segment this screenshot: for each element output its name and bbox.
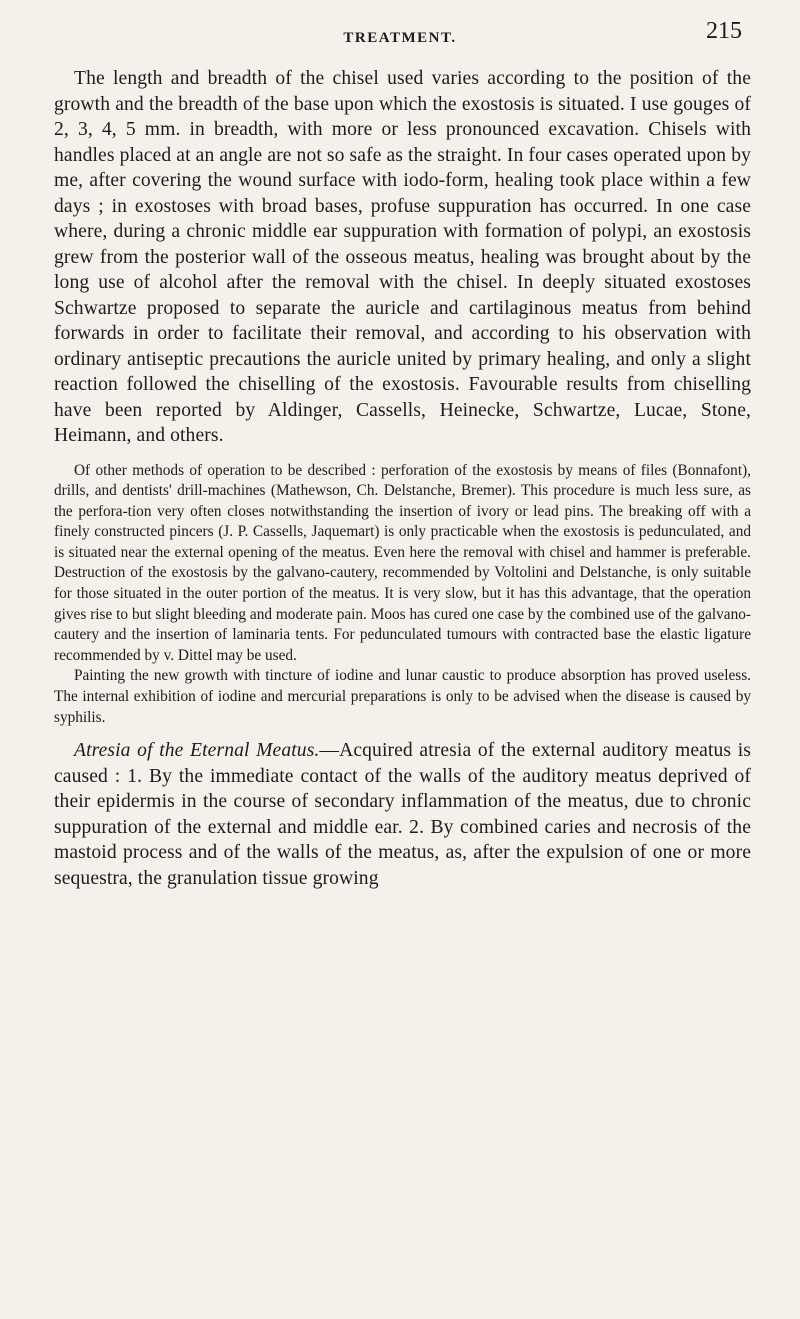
paragraph-atresia (54, 738, 751, 891)
body-text (54, 66, 751, 891)
page-header (0, 10, 800, 50)
paragraph-painting-iodine: Painting the new growth with tincture of iodine and lunar caustic to produce absorption has proved useless. The internal exhibition of iodine and mercurial preparations is only to be advised when the disease is caused by syphilis. (54, 667, 751, 726)
section-title-atresia: Atresia of the Eternal Meatus. (74, 740, 320, 762)
paragraph-other-methods: Of other methods of operation to be described : perforation of the exostosis by means of files (Bonnafont), drills, and dentists' drill-machines (Mathewson, Ch. Delstanche, Bremer). This procedure is much less sure, as the perfora-tion very often closes notwithstanding the insertion of ivory or lead pins. The breaking off with a finely constructed pincers (J. P. Cassells, Jaquemart) is only practicable when the exostosis is pedunculated, and is situated near the external opening of the meatus. Even here the removal with chisel and hammer is preferable. Destruction of the exostosis by the galvano-cautery, recommended by Voltolini and Delstanche, is only suitable for those situated in the outer portion of the meatus. It is very slow, but it has this advantage, that the operation gives rise to but slight bleeding and moderate pain. Moos has cured one case by the combined use of the galvano-cautery and the insertion of laminaria tents. For pedunculated tumours with contracted base the elastic ligature recommended by v. Dittel may be used. (54, 461, 751, 664)
small-print-block (54, 461, 751, 729)
atresia-text: —Acquired atresia of the external auditory meatus is caused : 1. By the immediate contact of the walls of the auditory meatus deprived of their epidermis in the course of secondary inflammation of the meatus, due to chronic suppuration of the external and middle ear. 2. By combined caries and necrosis of the mastoid process and of the walls of the meatus, as, after the expulsion of one or more sequestra, the granulation tissue growing (54, 740, 751, 889)
page-number: 215 (706, 18, 742, 44)
paragraph-chisel-technique: The length and breadth of the chisel used varies according to the position of the growth and the breadth of the base upon which the exostosis is situated. I use gouges of 2, 3, 4, 5 mm. in breadth, with more or less pronounced excavation. Chisels with handles placed at an angle are not so safe as the straight. In four cases operated upon by me, after covering the wound surface with iodo-form, healing took place within a few days ; in exostoses with broad bases, profuse suppuration has occurred. In one case where, during a chronic middle ear suppuration with formation of polypi, an exostosis grew from the posterior wall of the osseous meatus, healing was brought about by the long use of alcohol after the removal with the chisel. In deeply situated exostoses Schwartze proposed to separate the auricle and cartilaginous meatus from behind forwards in order to facilitate their removal, and according to his observation with ordinary antiseptic precautions the auricle united by primary healing, and only a slight reaction followed the chiselling of the exostosis. Favourable results from chiselling have been reported by Aldinger, Cassells, Heinecke, Schwartze, Lucae, Stone, Heimann, and others. (54, 68, 751, 446)
running-head: TREATMENT. (343, 30, 457, 46)
